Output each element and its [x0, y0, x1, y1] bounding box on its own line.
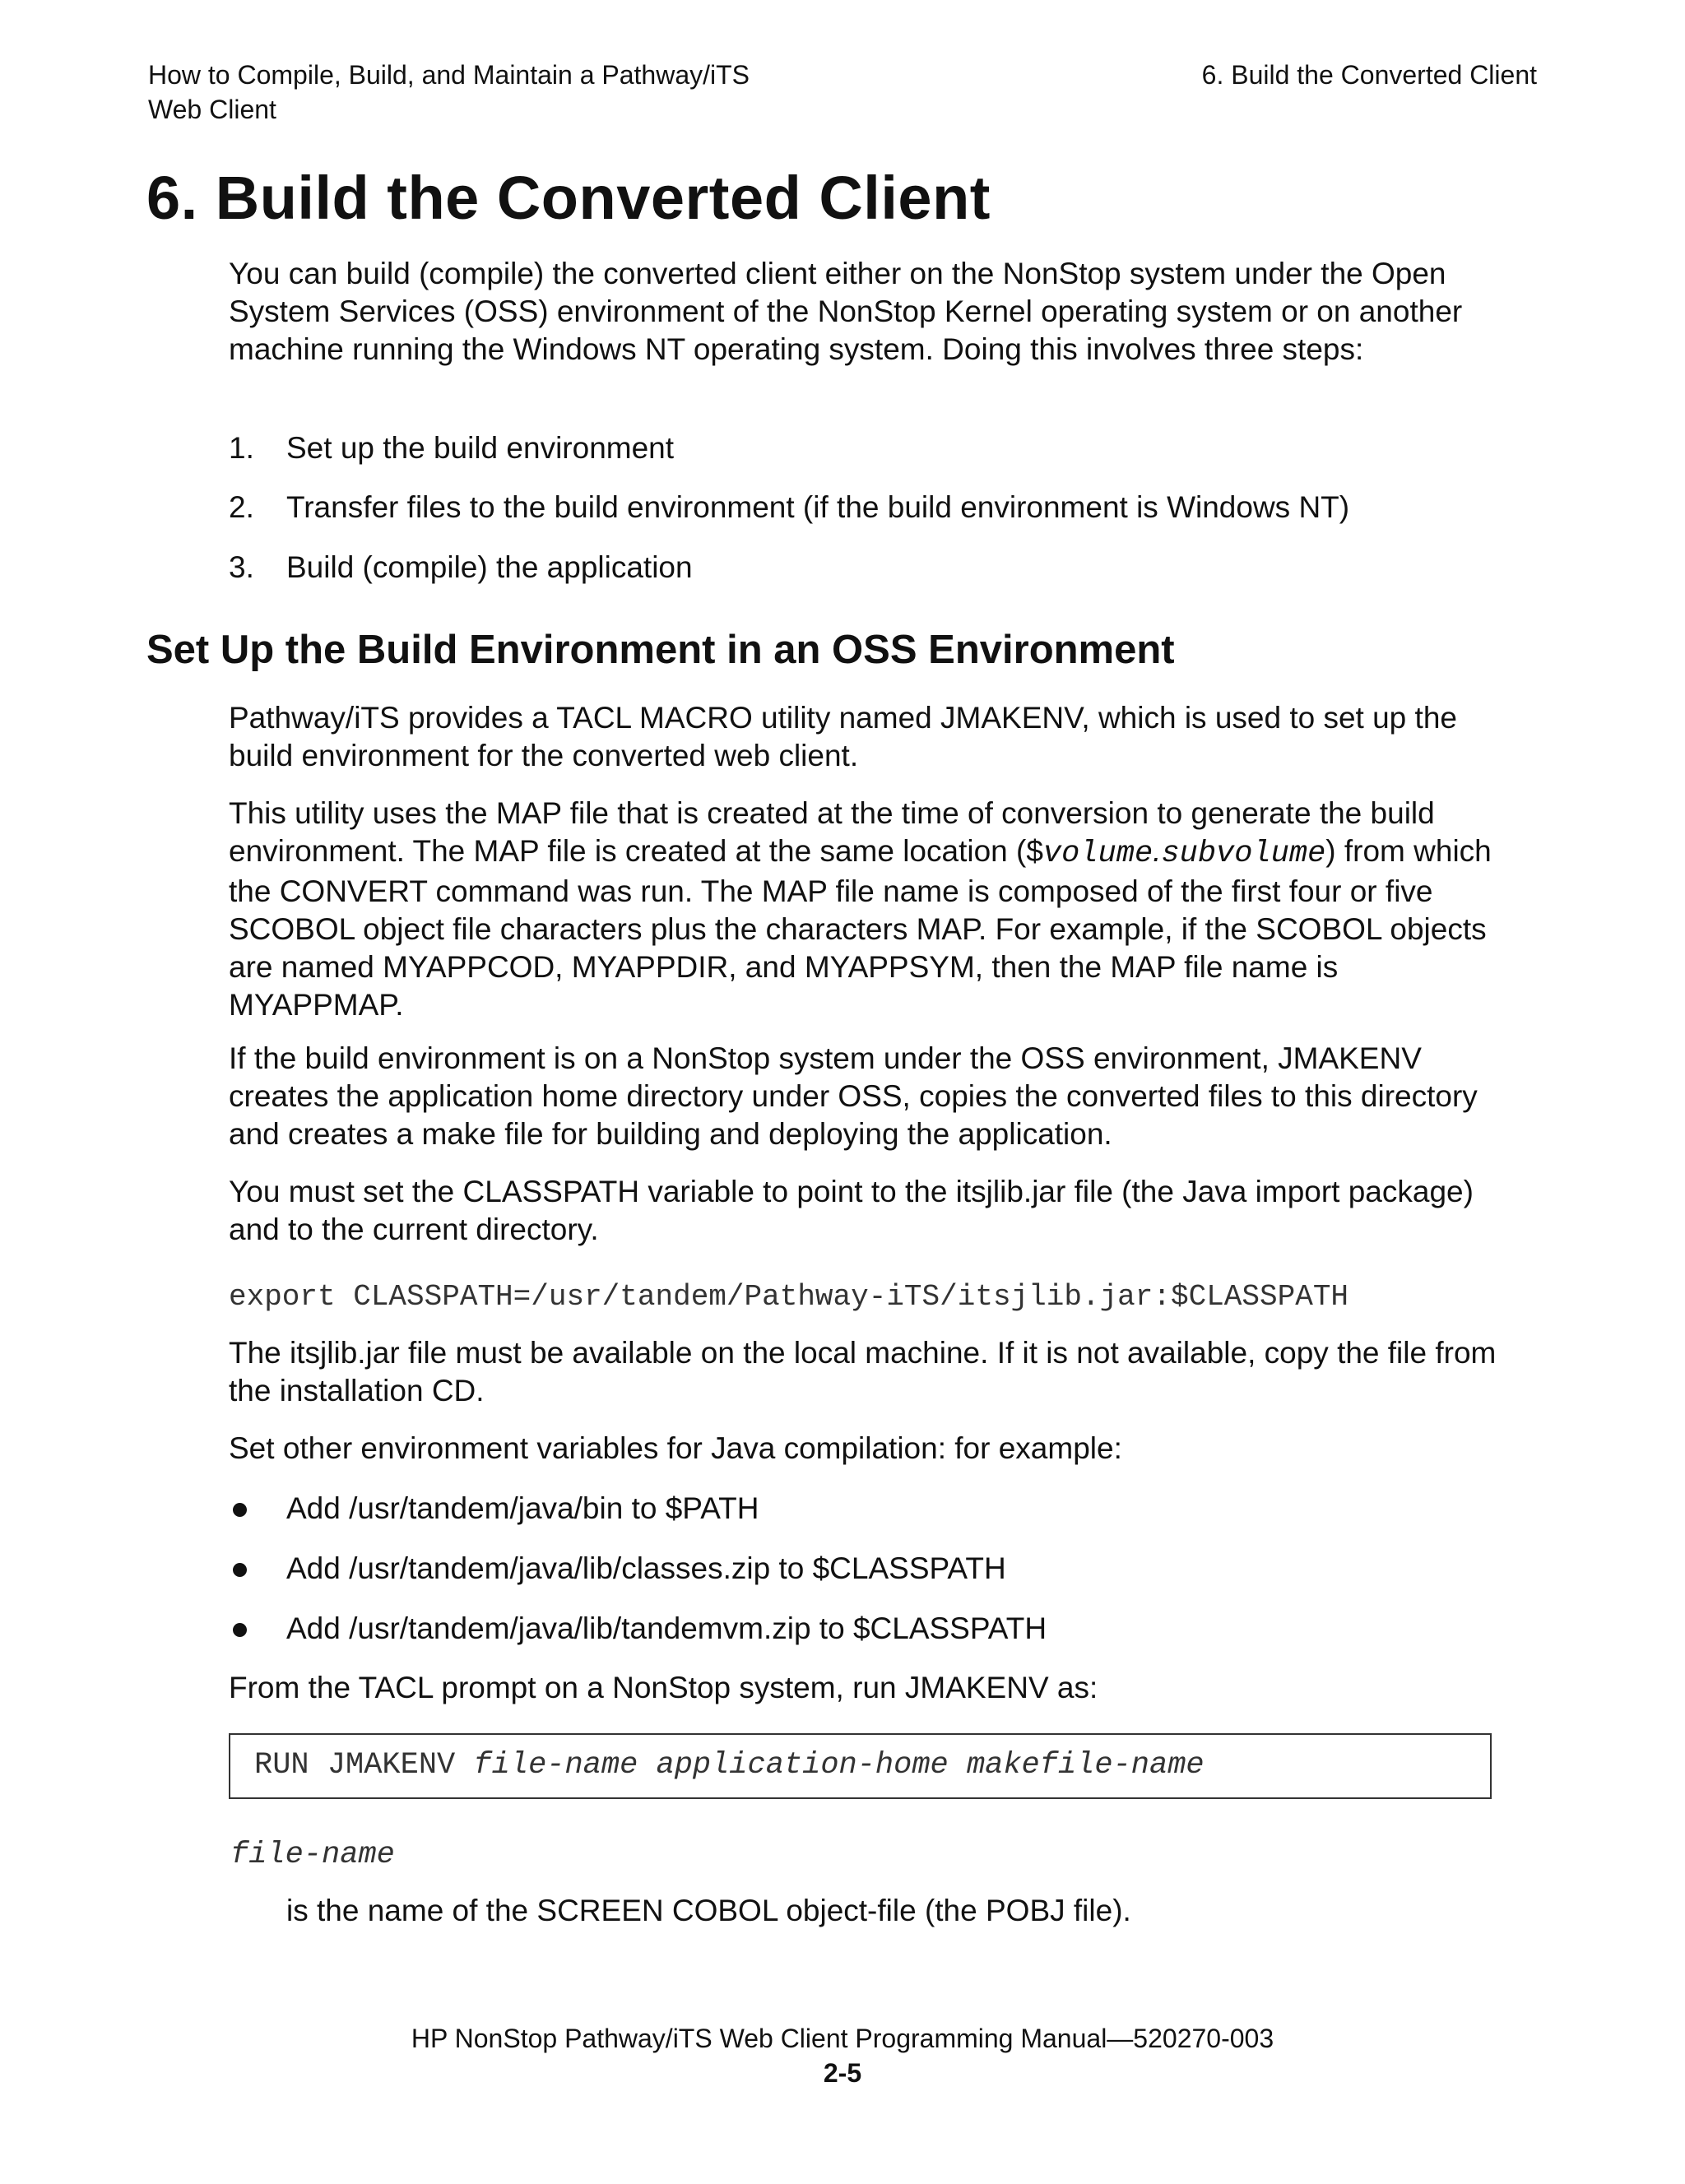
term-file-name-description: is the name of the SCREEN COBOL object-file (the POBJ file).: [286, 1894, 1131, 1927]
bullet-icon: [233, 1623, 247, 1637]
dollar-sign: $: [1026, 834, 1043, 868]
command-syntax-box: [229, 1733, 1492, 1799]
page-title: 6. Build the Converted Client: [146, 164, 991, 232]
paragraph-jmakenv-intro: Pathway/iTS provides a TACL MACRO utility named JMAKENV, which is used to set up the build environment for the converted web client.: [229, 701, 1457, 772]
map-file-text-1: This utility uses the MAP file that is created at the time of conversion to generate the build environment. The MAP file is created at the same location (: [229, 796, 1435, 868]
volume-separator: .: [1153, 834, 1162, 868]
export-classpath-code: export CLASSPATH=/usr/tandem/Pathway-iTS/itsjlib.jar:$CLASSPATH: [229, 1280, 1349, 1314]
bullet-icon: [233, 1563, 247, 1577]
step-number-2: 2.: [229, 490, 254, 524]
command-arguments: file-name application-home makefile-name: [473, 1748, 1205, 1783]
step-text-1: Set up the build environment: [286, 431, 675, 465]
subvolume-placeholder: subvolume: [1161, 837, 1326, 871]
bullet-text-classes-zip: Add /usr/tandem/java/lib/classes.zip to $CLASSPATH: [286, 1551, 1006, 1585]
step-number-1: 1.: [229, 431, 254, 465]
running-header-line-2: Web Client: [148, 95, 276, 124]
footer-page-number: 2-5: [823, 2058, 862, 2088]
footer-manual-title: HP NonStop Pathway/iTS Web Client Programming Manual—520270-003: [411, 2024, 1274, 2053]
map-file-text-2: ) from which the CONVERT command was run. The MAP file name is composed of the first four or five SCOBOL object file characters plus the characters MAP. For example, if the SCOBOL objects are named MYAPPCOD, MYAPPDIR, and MYAPPSYM, then the MAP file name is MYAPPMAP.: [229, 834, 1492, 1022]
section-heading: Set Up the Build Environment in an OSS Environment: [146, 628, 1175, 672]
running-header-line-1: How to Compile, Build, and Maintain a Pathway/iTS: [148, 60, 750, 90]
volume-placeholder: volume: [1042, 837, 1154, 871]
paragraph-itsjlib: The itsjlib.jar file must be available on the local machine. If it is not available, copy the file from the installation CD.: [229, 1336, 1497, 1407]
command-keyword: RUN JMAKENV: [254, 1748, 474, 1783]
paragraph-map-file: [229, 795, 1512, 1024]
paragraph-tacl-prompt: From the TACL prompt on a NonStop system, run JMAKENV as:: [229, 1671, 1098, 1704]
bullet-icon: [233, 1503, 247, 1517]
step-text-2: Transfer files to the build environment (if the build environment is Windows NT): [286, 490, 1350, 524]
paragraph-classpath: You must set the CLASSPATH variable to point to the itsjlib.jar file (the Java import package) and to the current directory.: [229, 1175, 1474, 1246]
intro-paragraph: You can build (compile) the converted client either on the NonStop system under the Open System Services (OSS) environment of the NonStop Kernel operating system or on another machine running the Windows NT operating system. Doing this involves three steps:: [229, 257, 1463, 366]
step-number-3: 3.: [229, 550, 254, 584]
running-header-right: 6. Build the Converted Client: [1201, 60, 1537, 90]
term-file-name: file-name: [230, 1838, 395, 1872]
paragraph-oss-environment: If the build environment is on a NonStop system under the OSS environment, JMAKENV creates the application home directory under OSS, copies the converted files to this directory and creates a make file for building and deploying the application.: [229, 1041, 1478, 1151]
command-syntax: [254, 1746, 1205, 1784]
bullet-text-tandemvm-zip: Add /usr/tandem/java/lib/tandemvm.zip to $CLASSPATH: [286, 1611, 1047, 1645]
bullet-text-path: Add /usr/tandem/java/bin to $PATH: [286, 1491, 759, 1525]
running-header-left: [148, 58, 750, 127]
step-text-3: Build (compile) the application: [286, 550, 693, 584]
paragraph-env-vars: Set other environment variables for Java compilation: for example:: [229, 1431, 1122, 1465]
